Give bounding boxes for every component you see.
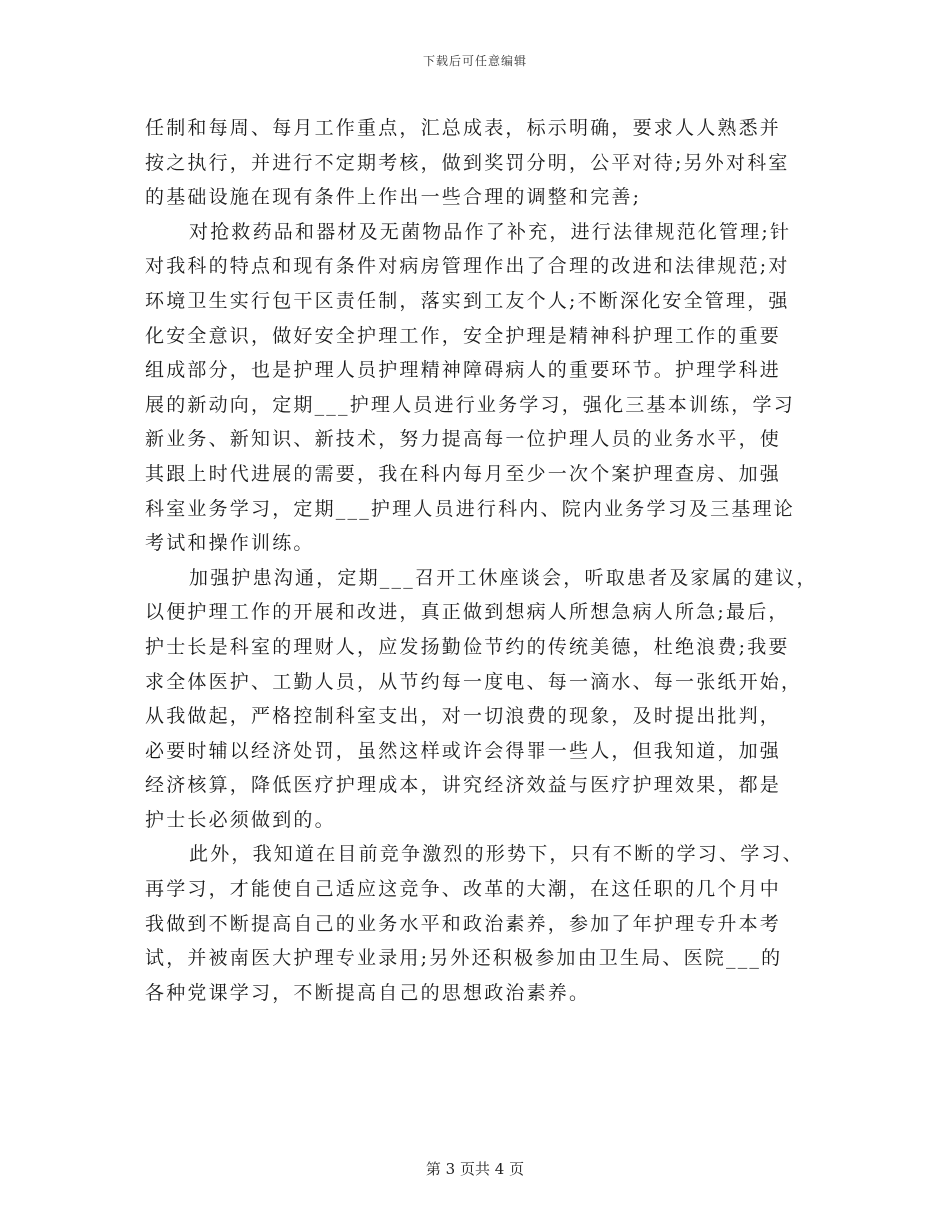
text-line: 的基础设施在现有条件上作出一些合理的调整和完善; — [145, 186, 642, 209]
page-header: 下载后可任意编辑 — [422, 54, 527, 68]
text-line: 其跟上时代进展的需要，我在科内每月至少一次个案护理查房、加强 — [145, 462, 782, 485]
text-line: 考试和操作训练。 — [145, 532, 315, 555]
page-footer: 第 3 页共 4 页 — [425, 1160, 525, 1178]
text-line: 从我做起，严格控制科室支出，对一切浪费的现象，及时提出批判， — [145, 705, 782, 728]
text-line: 必要时辅以经济处罚，虽然这样或许会得罪一些人，但我知道，加强 — [145, 739, 782, 762]
text-line: 加强护患沟通，定期___召开工休座谈会，听取患者及家属的建议， — [189, 566, 818, 589]
text-line: 任制和每周、每月工作重点，汇总成表，标示明确，要求人人熟悉并 — [145, 117, 782, 139]
text-line: 展的新动向，定期___护理人员进行业务学习，强化三基本训练，学习 — [145, 393, 795, 416]
text-line: 对我科的特点和现有条件对病房管理作出了合理的改进和法律规范;对 — [145, 255, 790, 278]
text-line: 护士长是科室的理财人，应发扬勤俭节约的传统美德，杜绝浪费;我要 — [145, 635, 790, 658]
text-line: 求全体医护、工勤人员，从节约每一度电、每一滴水、每一张纸开始， — [145, 670, 803, 693]
text-line: 新业务、新知识、新技术，努力提高每一位护理人员的业务水平，使 — [145, 428, 782, 451]
text-line: 各种党课学习，不断提高自己的思想政治素养。 — [145, 981, 591, 1004]
text-line: 化安全意识，做好安全护理工作，安全护理是精神科护理工作的重要 — [145, 324, 782, 347]
text-line: 护士长必须做到的。 — [145, 808, 336, 831]
text-line: 按之执行，并进行不定期考核，做到奖罚分明，公平对待;另外对科室 — [145, 151, 790, 174]
text-line: 对抢救药品和器材及无菌物品作了补充，进行法律规范化管理;针 — [189, 220, 792, 243]
document-body — [145, 111, 825, 1010]
text-line: 以便护理工作的开展和改进，真正做到想病人所想急病人所急;最后， — [145, 601, 790, 624]
text-line: 经济核算，降低医疗护理成本，讲究经济效益与医疗护理效果，都是 — [145, 774, 782, 797]
text-line: 试，并被南医大护理专业录用;另外还积极参加由卫生局、医院___的 — [145, 947, 783, 970]
text-line: 此外，我知道在目前竞争激烈的形势下，只有不断的学习、学习、 — [189, 843, 804, 866]
text-line: 再学习，才能使自己适应这竞争、改革的大潮，在这任职的几个月中 — [145, 878, 782, 901]
text-line: 科室业务学习，定期___护理人员进行科内、院内业务学习及三基理论 — [145, 497, 795, 520]
text-line: 我做到不断提高自己的业务水平和政治素养，参加了年护理专升本考 — [145, 912, 782, 935]
text-line: 组成部分，也是护理人员护理精神障碍病人的重要环节。护理学科进 — [145, 359, 782, 382]
text-line: 环境卫生实行包干区责任制，落实到工友个人;不断深化安全管理，强 — [145, 289, 790, 312]
